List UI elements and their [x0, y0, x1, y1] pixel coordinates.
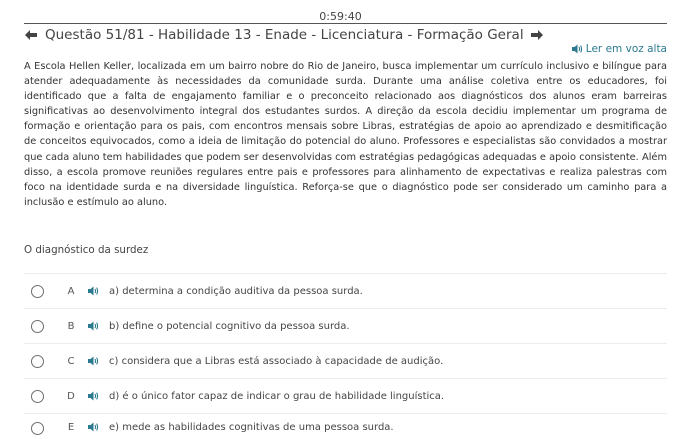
- timer-divider: [24, 23, 667, 24]
- arrow-right-icon[interactable]: [530, 28, 544, 42]
- radio-button[interactable]: [31, 390, 44, 403]
- exam-timer: 0:59:40: [319, 10, 362, 23]
- speaker-icon[interactable]: [88, 356, 100, 366]
- radio-button[interactable]: [31, 320, 44, 333]
- option-a[interactable]: [24, 273, 667, 308]
- option-e[interactable]: [24, 413, 667, 439]
- option-d[interactable]: [24, 378, 667, 413]
- radio-button[interactable]: [31, 355, 44, 368]
- option-text: e) mede as habilidades cognitivas de uma pessoa surda.: [109, 422, 394, 433]
- radio-button[interactable]: [31, 285, 44, 298]
- question-title: Questão 51/81 - Habilidade 13 - Enade - Licenciatura - Formação Geral: [45, 27, 524, 43]
- option-letter: D: [67, 390, 75, 402]
- option-text: a) determina a condição auditiva da pessoa surda.: [109, 285, 363, 297]
- option-letter: C: [67, 355, 75, 367]
- option-text: d) é o único fator capaz de indicar o grau de habilidade linguística.: [109, 390, 445, 402]
- speaker-icon: [572, 44, 584, 54]
- speaker-icon[interactable]: [88, 422, 100, 432]
- option-letter: A: [67, 285, 75, 297]
- option-text: c) considera que a Libras está associado à capacidade de audição.: [109, 355, 444, 367]
- speaker-icon[interactable]: [88, 321, 100, 331]
- question-statement: A Escola Hellen Keller, localizada em um bairro nobre do Rio de Janeiro, busca implementar um currículo inclusivo e bilíngue para atender adequadamente às necessidades da comunidade surda. Durante uma análise coletiva entre os educadores, foi identificado que a falta de engajamento familiar e o preconceito relacionado aos diagnósticos dos alunos eram barreiras significativas ao desenvolvimento integral dos estudantes surdos. A direção da escola decidiu implementar um programa de formação e orientação para os pais, com encontros mensais sobre Libras, estratégias de apoio ao aprendizado e desmitificação de conceitos equivocados, como a ideia de limitação do potencial do aluno. Professores e especialistas são convidados a mostrar que cada aluno tem habilidades que podem ser desenvolvidas com estratégias pedagógicas adequadas e apoio consistente. Além disso, a escola promove reuniões regulares entre pais e professores para alinhamento de expectativas e realiza palestras com foco na identidade surda e na diversidade linguística. Reforça-se que o diagnóstico pode ser considerado um caminho para a inclusão e estímulo ao aluno.: [24, 61, 667, 208]
- option-c[interactable]: [24, 343, 667, 378]
- answer-options: [24, 273, 667, 439]
- read-aloud-button[interactable]: [572, 43, 667, 55]
- option-text: b) define o potencial cognitivo da pessoa surda.: [109, 320, 350, 332]
- read-aloud-label: Ler em voz alta: [585, 43, 667, 55]
- question-header: [24, 27, 667, 43]
- arrow-left-icon[interactable]: [24, 28, 38, 42]
- speaker-icon[interactable]: [88, 391, 100, 401]
- option-letter: E: [67, 422, 75, 433]
- option-b[interactable]: [24, 308, 667, 343]
- speaker-icon[interactable]: [88, 286, 100, 296]
- option-letter: B: [67, 320, 75, 332]
- radio-button[interactable]: [31, 422, 44, 435]
- question-prompt: O diagnóstico da surdez: [24, 244, 149, 256]
